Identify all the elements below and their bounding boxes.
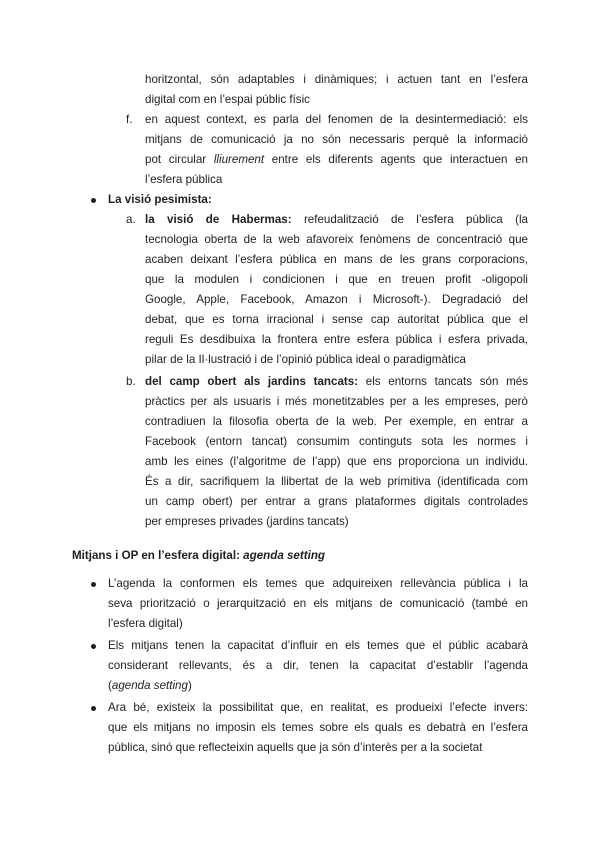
list-item-a-line: Google, Apple, Facebook, Amazon i Microsoft-). Degradació del: [145, 293, 528, 306]
bullet-dot: [91, 198, 96, 203]
bullet-line: L’agenda la conformen els temes que adquireixen rellevància pública i la: [108, 577, 528, 590]
bullet-line: Ara bé, existeix la possibilitat que, en realitat, es produeixi l’efecte invers:: [108, 701, 528, 714]
list-item-a-line: acaben deixant l’esfera pública en mans de les grans corporacions,: [145, 253, 528, 266]
list-item-b-line: amb les eines (l’algoritme de l’app) que ens proporciona un individu.: [145, 455, 528, 468]
list-item-a-line: pilar de la Il·lustració i de l’opinió pública ideal o paradigmàtica: [145, 353, 466, 366]
pessimist-heading: La visió pesimista:: [108, 193, 212, 206]
list-item-b-line: Facebook (entorn tancat) consumim continguts sota les normes i: [145, 435, 528, 448]
bullet-dot: [91, 582, 96, 587]
bullet-line: seva priorització o jerarquització en els mitjans de comunicació (també en: [108, 597, 528, 610]
list-item-a-line: la visió de Habermas: refeudalització de l’esfera pública (la: [145, 213, 528, 226]
list-item-f-line: mitjans de comunicació ja no són necessaris perquè la informació: [145, 133, 528, 146]
bullet-line: Els mitjans tenen la capacitat d’influir en els temes que el públic acabarà: [108, 639, 528, 652]
list-item-a-line: debat, que es torna irracional i sense cap autoritat pública que el: [145, 313, 528, 326]
bullet-line: considerant rellevants, és a dir, tenen la capacitat d’establir l’agenda: [108, 659, 528, 672]
section-title: Mitjans i OP en l’esfera digital: agenda setting: [72, 549, 325, 562]
list-item-f-line: en aquest context, es parla del fenomen de la desintermediació: els: [145, 113, 528, 126]
list-item-b-line: del camp obert als jardins tancats: els entorns tancats són més: [145, 375, 528, 388]
list-item-b-line: un camp obert) per entrar a grans plataformes digitals controlades: [145, 495, 528, 508]
bullet-dot: [91, 706, 96, 711]
list-item-a-line: que la modulen i condicionen i que en treuen profit -oligopoli: [145, 273, 528, 286]
emphasis-text: agenda setting: [111, 679, 188, 692]
bullet-line: (agenda setting): [108, 679, 192, 692]
list-item-b-line: És a dir, sacrifiquem la llibertat de la web primitiva (identificada com: [145, 475, 528, 488]
list-item-b-line: contradiuen la filosofia oberta de la web. Per exemple, en entrar a: [145, 415, 528, 428]
bold-term: la visió de Habermas:: [145, 213, 292, 226]
list-item-a-line: reguli Es desdibuixa la frontera entre esfera pública i esfera privada,: [145, 333, 528, 346]
bullet-line: pública, sinó que reflecteixin aquells que ja són d’interès per a la societat: [108, 741, 483, 754]
list-item-b-line: pràctics per als usuaris i més monetitzables per a les empreses, però: [145, 395, 528, 408]
bullet-dot: [91, 644, 96, 649]
bold-term: del camp obert als jardins tancats:: [145, 375, 359, 388]
list-item-e-line: digital com en l’espai públic físic: [145, 93, 310, 106]
list-item-a-line: tecnologia oberta de la web afavoreix fenòmens de concentració que: [145, 233, 528, 246]
list-item-b-line: per empreses privades (jardins tancats): [145, 515, 349, 528]
bullet-line: que els mitjans no imposin els temes sobre els quals es debatrà en l’esfera: [108, 721, 528, 734]
list-marker-a: a.: [126, 213, 136, 226]
emphasis-text: lliurement: [213, 153, 265, 166]
emphasis-text: agenda setting: [243, 549, 325, 562]
list-item-f-line: pot circular lliurement entre els diferents agents que interactuen en: [145, 153, 528, 166]
list-item-f-line: l’esfera pública: [145, 173, 223, 186]
list-item-e-line: horitzontal, són adaptables i dinàmiques; i actuen tant en l’esfera: [145, 73, 528, 86]
list-marker-f: f.: [126, 113, 133, 126]
list-marker-b: b.: [126, 375, 136, 388]
bullet-line: l’esfera digital): [108, 617, 183, 630]
